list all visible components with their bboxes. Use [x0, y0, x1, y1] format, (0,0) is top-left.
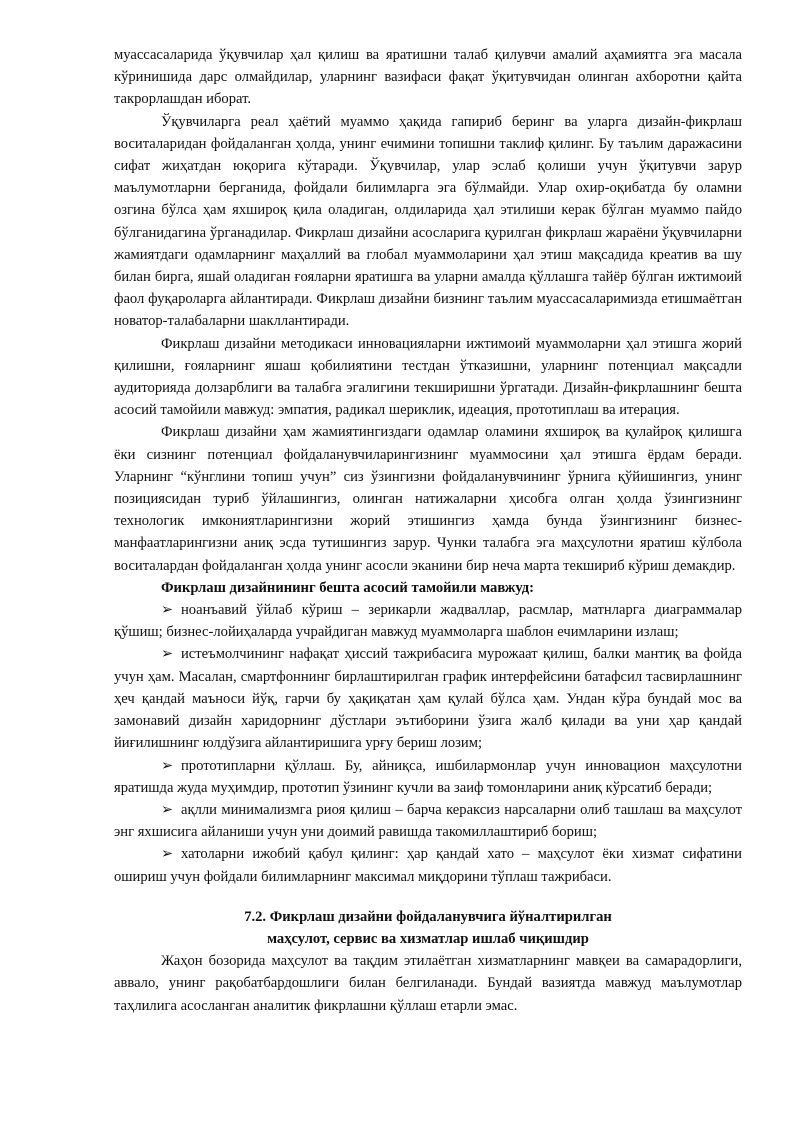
arrow-bullet-icon: ➢ [161, 646, 174, 663]
section-title-line-1: 7.2. Фикрлаш дизайни фойдаланувчига йўналтирилган [244, 908, 612, 925]
paragraph-5: Жаҳон бозорида маҳсулот ва тақдим этилаётган хизматларнинг мавқеи ва самарадорлиги, аввало, унинг рақобатбардошлиги билан белгиланади. Бундай вазиятда мавжуд маълумотлар таҳлилига асосланган аналитик фикрлашни қўллаш етарли эмас. [114, 953, 742, 1014]
principles-heading: Фикрлаш дизайнининг бешта асосий тамойили мавжуд: [161, 579, 534, 596]
bullet-item-4 [114, 799, 742, 843]
bullet-text: ақлли минимализмга риоя қилиш – барча кераксиз нарсаларни олиб ташлаш ва маҳсулот энг яхшисига айланиши учун уни доимий равишда такомиллаштириб бориш; [114, 801, 742, 841]
bullet-item-2 [114, 643, 742, 754]
paragraph-2: Ўқувчиларга реал ҳаётий муаммо ҳақида гапириб беринг ва уларга дизайн-фикрлаш воситаларидан фойдаланган ҳолда, унинг ечимини топишни таклиф қилинг. Бу таълим даражасини сифат жиҳатдан юқорига кўтаради. Ўқувчилар, улар эслаб қолиши учун ўқитувчи зарур маълумотларни берганида, фойдали билимларга эга бўлмайди. Улар охир-оқибатда бу оламни озгина бўлса ҳам яхшироқ қила оладиган, олдиларида ҳал этилиши керак бўлган муаммо пайдо бўлганидагина ўрганадилар. Фикрлаш дизайни асосларига қурилган фикрлаш жараёни ўқувчиларни жамиятдаги одамларнинг маҳаллий ва глобал муаммоларини ҳал этиш мақсадида креатив ва шу билан бирга, яшай оладиган ғояларни яратишга ва уларни амалда қўллашга тайёр бўлган ижтимоий фаол фуқароларга айлантиради. Фикрлаш дизайни бизнинг таълим муассасаларимизда етишмаётган новатор-талабаларни шакллантиради. [114, 113, 742, 330]
section-title [114, 906, 742, 950]
arrow-bullet-icon: ➢ [161, 757, 174, 774]
document-page [114, 44, 742, 1017]
arrow-bullet-icon: ➢ [161, 801, 174, 818]
arrow-bullet-icon: ➢ [161, 846, 174, 863]
bullet-text: ноанъавий ўйлаб кўриш – зерикарли жадваллар, расмлар, матнларга диаграммалар қўшиш; бизнес-лойиҳаларда учрайдиган мавжуд муаммоларга шаблон ечимларини излаш; [114, 602, 742, 641]
paragraph-3: Фикрлаш дизайни методикаси инновацияларни ижтимоий муаммоларни ҳал этишга жорий қилишни, ғояларнинг яшаш қобилиятини тестдан ўтказишни, уларнинг потенциал мақсадли аудиторияда долзарблиги ва талабга эгалигини текширишни ўргатади. Дизайн-фикрлашнинг бешта асосий тамойили мавжуд: эмпатия, радикал шериклик, идеация, прототиплаш ва итерация. [114, 335, 742, 419]
bullet-item-3 [114, 755, 742, 799]
section-title-line-2: маҳсулот, сервис ва хизматлар ишлаб чиқишдир [267, 930, 589, 947]
paragraph-4: Фикрлаш дизайни ҳам жамиятингиздаги одамлар оламини яхшироқ ва қулайроқ қилишга ёки сизнинг потенциал фойдаланувчиларингизнинг муаммосини ҳал этишга ёрдам беради. Уларнинг “кўнглини топиш учун” сиз ўзингизни фойдаланувчининг ўрнига қўйишингиз, унинг позициясидан туриб ўйлашингиз, олинган натижаларни ҳисобга олган ҳолда ўзингизнинг технологик имкониятларингизни жорий этишингиз ҳамда бунда ўзингизнинг бизнес-манфаатларингизни аниқ эсда тутишингиз зарур. Чунки талабга эга маҳсулотни яратиш кўлбола воситалардан фойдаланган ҳолда унинг асосли эканини бир неча марта текшириб кўриш демакдир. [114, 424, 742, 574]
bullet-text: прототипларни қўллаш. Бу, айниқса, ишбилармонлар учун инновацион маҳсулотни яратишда жуда муҳимдир, прототип ўзининг кучли ва заиф томонларини аниқ кўрсатиб беради; [114, 757, 742, 796]
bullet-text: истеъмолчининг нафақат ҳиссий тажрибасига мурожаат қилиш, балки мантиқ ва фойда учун ҳам. Масалан, смартфоннинг бирлаштирилган график интерфейсини батафсил тасвирлашнинг ҳеч қандай маъноси йўқ, гарчи бу ҳақиқатан ҳам қулай бўлса ҳам. Ундан кўра бундай мос ва замонавий дизайн харидорнинг дўстлари эътиборини ўзига жалб қилади ва уни ҳар қандай йиғилишнинг юлдўзига айлантиришига урғу бериш лозим; [114, 646, 742, 752]
paragraph-1: муассасаларида ўқувчилар ҳал қилиш ва яратишни талаб қилувчи амалий аҳамиятга эга масала кўринишида дарс олмайдилар, уларнинг вазифаси фақат ўқитувчидан олинган ахборотни қайта такрорлашдан иборат. [114, 47, 742, 108]
arrow-bullet-icon: ➢ [161, 602, 174, 619]
bullet-text: хатоларни ижобий қабул қилинг: ҳар қандай хато – маҳсулот ёки хизмат сифатини ошириш учун фойдали билимларнинг максимал миқдорини тўплаш тажрибаси. [114, 846, 742, 885]
bullet-item-1 [114, 599, 742, 643]
bullet-item-5 [114, 843, 742, 887]
